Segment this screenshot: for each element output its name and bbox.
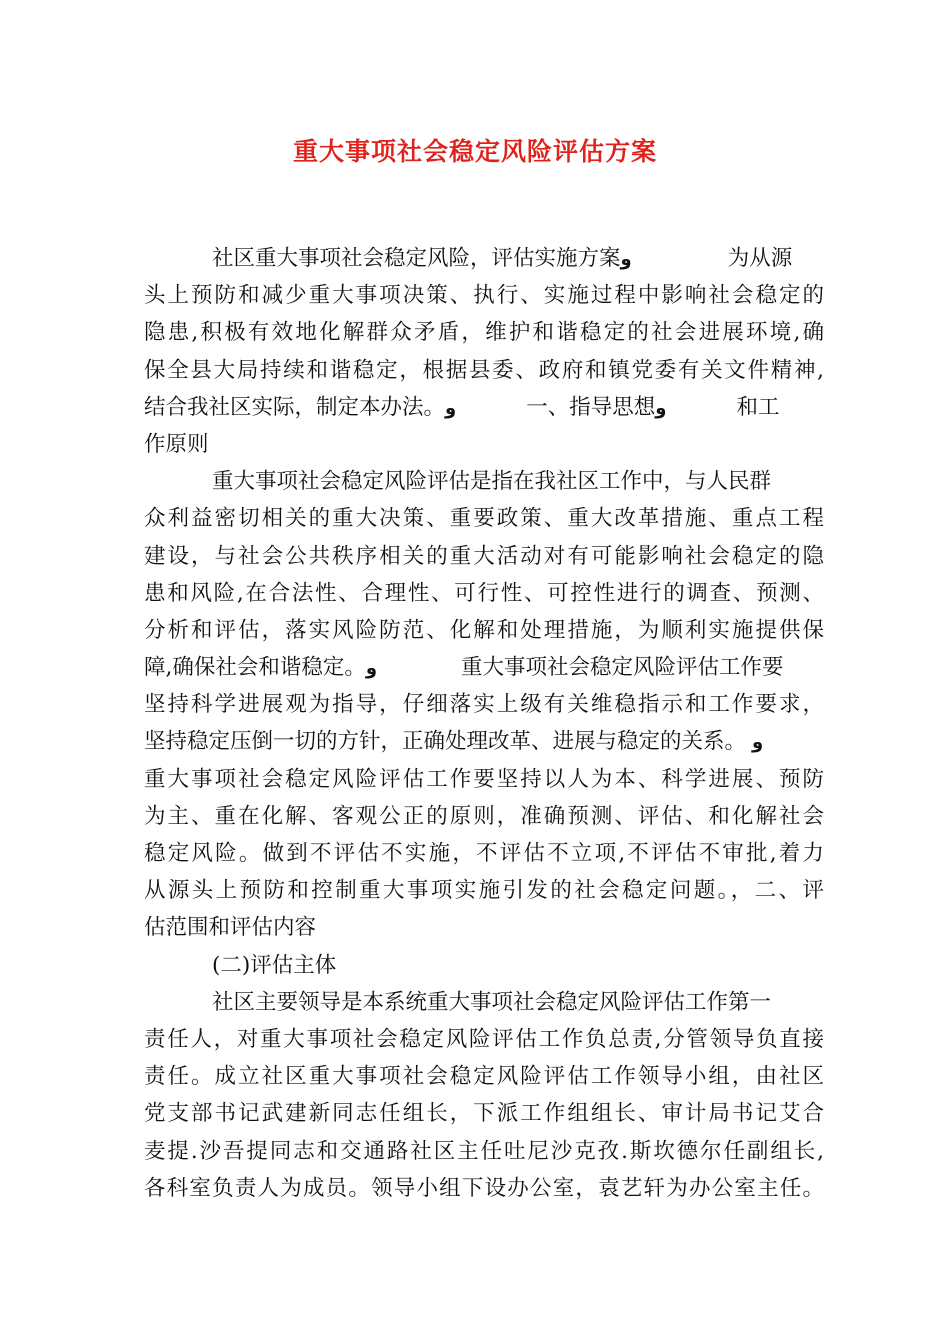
text-segment: 坚持稳定压倒一切的方针，正确处理改革、进展与稳定的关系。	[144, 729, 747, 755]
text-line: 稳定风险。做到不评估不实施，不评估不立项,不评估不审批,着力	[144, 841, 824, 866]
text-line: 为主、重在化解、客观公正的原则，准确预测、评估、和化解社会	[144, 803, 824, 829]
section-heading: (二)评估主体	[212, 952, 337, 978]
text-line	[144, 389, 824, 426]
text-line: 建设，与社会公共秩序相关的重大活动对有可能影响社会稳定的隐	[144, 543, 824, 569]
text-line: 各科室负责人为成员。领导小组下设办公室，袁艺轩为办公室主任。	[144, 1175, 824, 1201]
text-segment: 为从源	[727, 246, 793, 271]
bullet-mark: و	[445, 397, 457, 419]
text-line: 作原则	[144, 431, 209, 457]
bullet-mark: و	[752, 732, 764, 754]
bullet-mark: و	[655, 397, 667, 419]
text-line: 重大事项社会稳定风险评估是指在我社区工作中，与人民群	[212, 469, 772, 495]
text-line: 责任。成立社区重大事项社会稳定风险评估工作领导小组，由社区	[144, 1064, 824, 1090]
text-line: 社区主要领导是本系统重大事项社会稳定风险评估工作第一	[212, 989, 772, 1015]
bullet-mark: و	[620, 249, 632, 270]
text-line: 责任人，对重大事项社会稳定风险评估工作负总责,分管领导负直接	[144, 1026, 824, 1052]
text-line: 众利益密切相关的重大决策、重要政策、重大改革措施、重点工程	[144, 506, 824, 532]
document-body	[144, 240, 824, 1207]
text-segment: 结合我社区实际，制定本办法。	[144, 394, 446, 420]
bullet-mark: و	[365, 658, 378, 680]
text-line: 估范围和评估内容	[144, 915, 317, 941]
text-line: 从源头上预防和控制重大事项实施引发的社会稳定问题。，二、评	[144, 878, 824, 904]
text-line: 党支部书记武建新同志任组长，下派工作组组长、审计局书记艾合	[144, 1101, 824, 1127]
text-line	[144, 240, 824, 277]
text-segment: 一、指导思想	[526, 394, 656, 420]
text-segment: 和工	[736, 394, 780, 420]
text-line	[144, 649, 824, 686]
text-line: 分析和评估，落实风险防范、化解和处理措施，为顺利实施提供保	[144, 617, 824, 643]
text-line: 重大事项社会稳定风险评估工作要坚持以人为本、科学进展、预防	[144, 766, 824, 792]
text-line	[144, 723, 824, 760]
text-segment: 重大事项社会稳定风险评估工作要	[461, 655, 784, 681]
text-line: 隐患,积极有效地化解群众矛盾，维护和谐稳定的社会进展环境,确	[144, 320, 824, 346]
text-line: 患和风险,在合法性、合理性、可行性、可控性进行的调查、预测、	[144, 580, 824, 606]
text-segment: 障,确保社会和谐稳定。	[144, 655, 366, 681]
text-line: 坚持科学进展观为指导，仔细落实上级有关维稳指示和工作要求，	[144, 692, 824, 718]
text-line: 保全县大局持续和谐稳定，根据县委、政府和镇党委有关文件精神,	[144, 357, 824, 383]
text-segment: 社区重大事项社会稳定风险，评估实施方案	[212, 246, 621, 271]
text-line: 头上预防和减少重大事项决策、执行、实施过程中影响社会稳定的	[144, 283, 824, 309]
document-title: 重大事项社会稳定风险评估方案	[292, 137, 657, 166]
text-line: 麦提.沙吾提同志和交通路社区主任吐尼沙克孜.斯坎德尔任副组长,	[144, 1138, 824, 1164]
